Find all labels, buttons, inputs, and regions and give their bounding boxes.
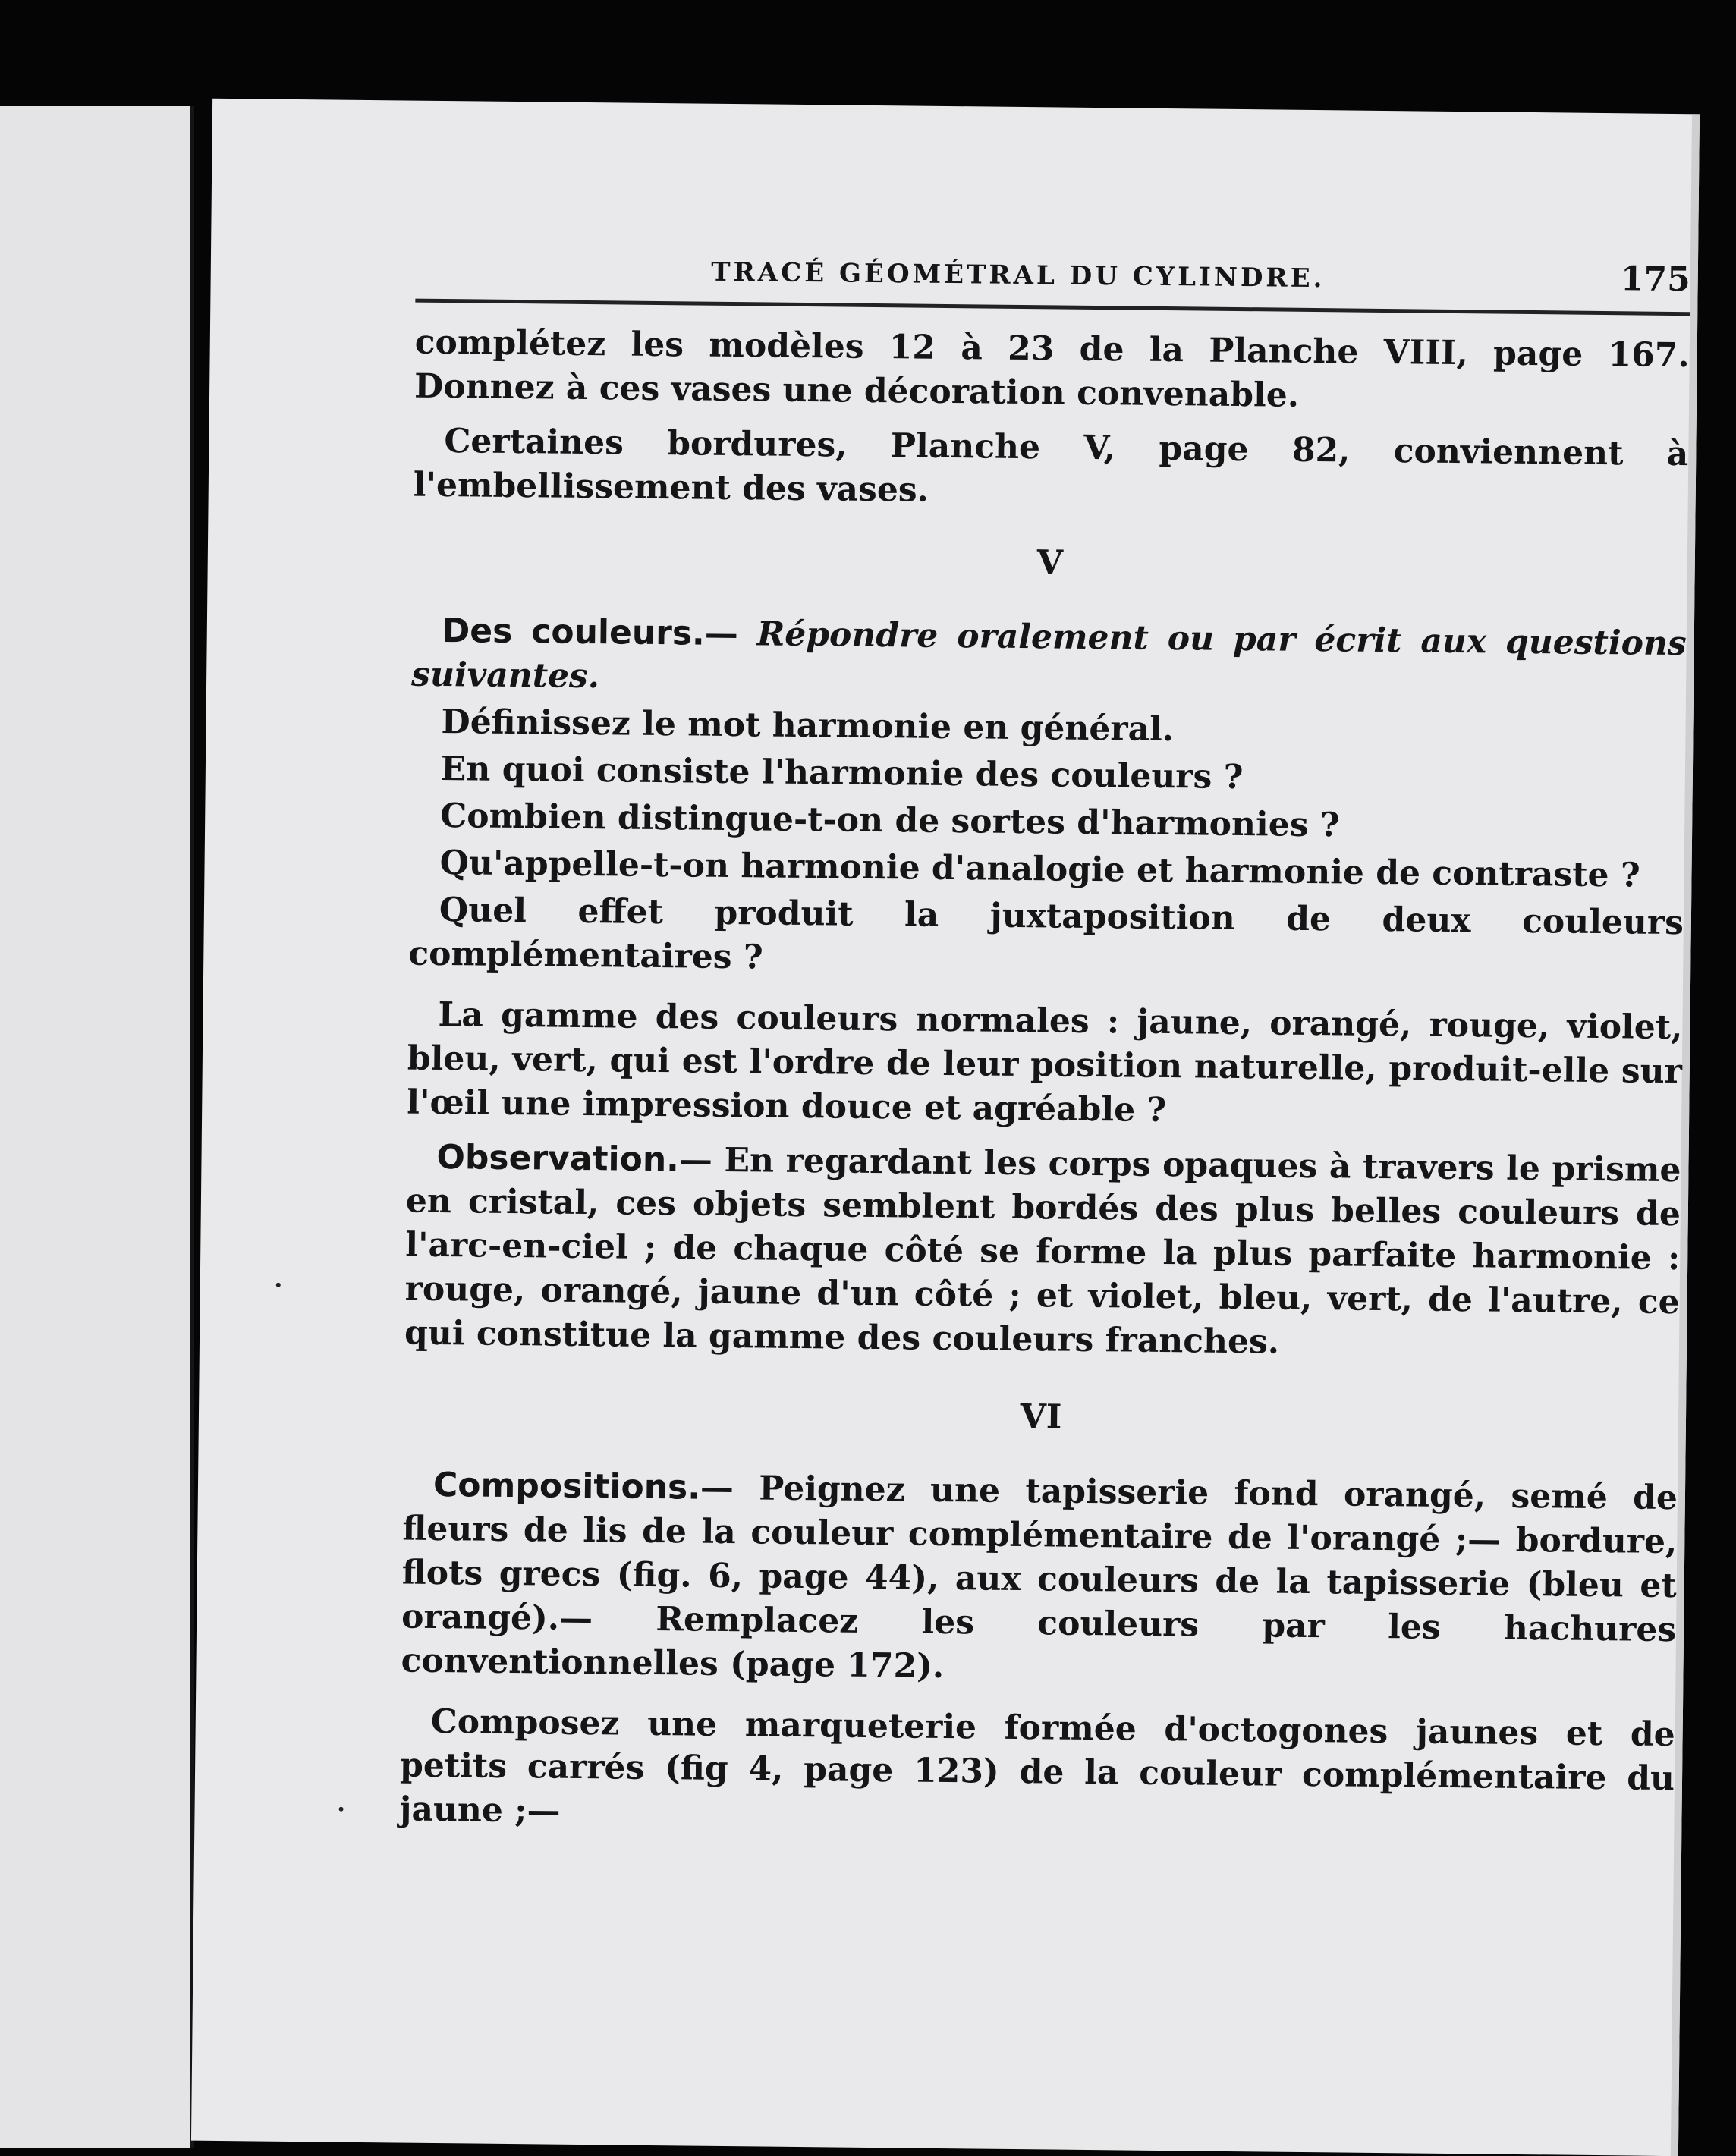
paragraph-gamme: La gamme des couleurs normales : jaune, orangé, rouge, violet, bleu, vert, qui est l'ordre de leur position naturelle, produit-elle sur l'œil une impression douce et agréable ? [407, 995, 1683, 1130]
speck [276, 1283, 281, 1287]
question-2: En quoi consiste l'harmonie des couleurs ? [440, 750, 1244, 797]
observation-text: — En regardant les corps opaques à travers le prisme en cristal, ces objets semblent bordés des plus belles couleurs de l'arc-en-ciel ; de chaque côté se forme la plus parfaite harmonie : rouge, orangé, jaune d'un côté ; et violet, bleu, vert, de l'autre, ce qui constitue la gamme des couleurs franches. [404, 1140, 1681, 1362]
compositions-lead: Compositions. [432, 1465, 701, 1507]
paragraph-models: complétez les modèles 12 à 23 de la Planche VIII, page 167. Donnez à ces vases une décoration convenable. [414, 322, 1690, 415]
page-text [399, 245, 1690, 1845]
section-v-lead: Des couleurs. [442, 611, 706, 653]
question-1: Définissez le mot harmonie en général. [441, 702, 1175, 750]
question-5: Quel effet produit la juxtaposition de deux couleurs complémentaires ? [408, 891, 1684, 977]
book-page [191, 99, 1700, 2156]
section-v-dash: — [704, 614, 757, 654]
running-title: TRACÉ GÉOMÉTRAL DU CYLINDRE. [711, 256, 1326, 294]
observation-lead: Observation. [436, 1137, 680, 1180]
page-number: 175 [1620, 259, 1691, 300]
compositions-text: — Peignez une tapisserie fond orangé, semé de fleurs de lis de la couleur complémentaire de l'orangé ;— bordure, flots grecs (fig. 6, page 44), aux couleurs de la tapisserie (bleu et orangé).— Remplacez les couleurs par les hachures conventionnelles (page 172). [401, 1468, 1678, 1686]
paragraph-marqueterie: Composez une marqueterie formée d'octogones jaunes et de petits carrés (fig 4, page 123) de la couleur complémentaire du jaune ;— [399, 1702, 1675, 1831]
facing-page-edge [0, 106, 194, 2148]
section-heading-v: V [1036, 543, 1064, 583]
section-v-instruction: Répondre oralement ou par écrit aux questions suivantes. [410, 614, 1687, 696]
section-v-intro [411, 609, 1687, 711]
paragraph-compositions [401, 1463, 1678, 1697]
paragraph-observation [404, 1136, 1681, 1369]
question-4: Qu'appelle-t-on harmonie d'analogie et harmonie de contraste ? [439, 844, 1640, 895]
section-heading-vi: VI [1020, 1397, 1062, 1437]
paragraph-borders: Certaines bordures, Planche V, page 82, conviennent à l'embellissement des vases. [413, 422, 1689, 510]
question-3: Combien distingue-t-on de sortes d'harmonies ? [439, 797, 1340, 845]
speck [339, 1807, 344, 1812]
running-head [415, 245, 1690, 316]
